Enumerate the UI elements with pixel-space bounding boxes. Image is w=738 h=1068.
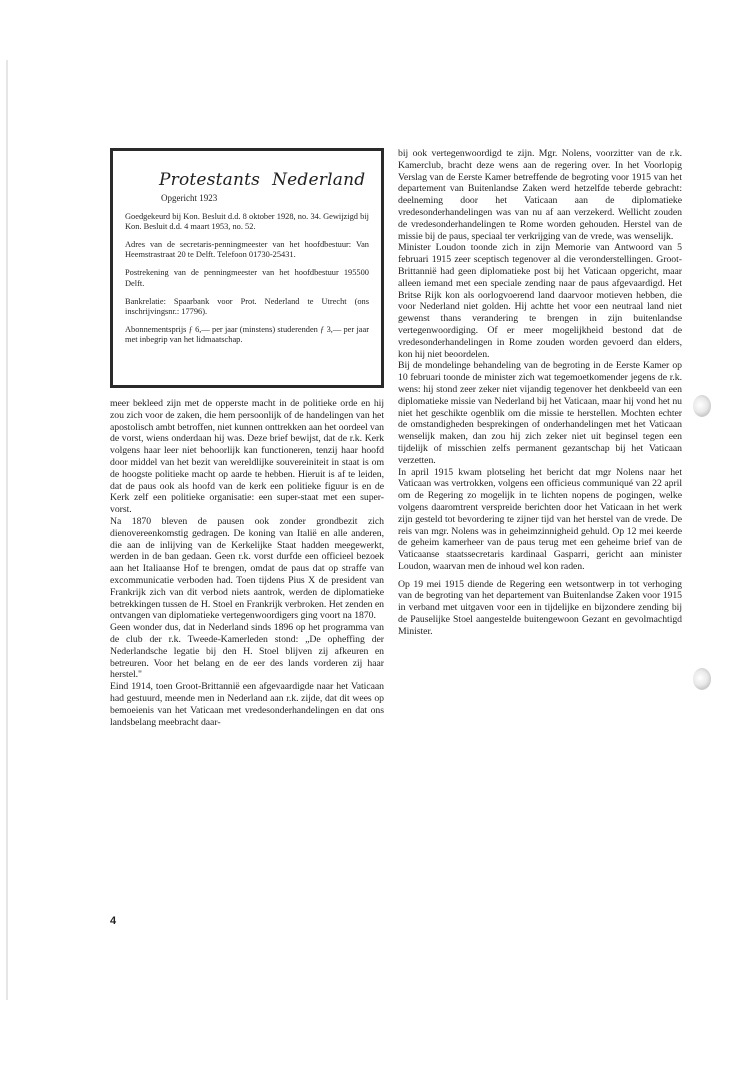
masthead-logo (159, 169, 369, 191)
right-column (398, 148, 682, 638)
giro-text: Postrekening van de penningmeester van het hoofdbestuur 195500 Delft. (125, 268, 369, 288)
paragraph: Geen wonder dus, dat in Nederland sinds 1896 op het programma van de club der r.k. Tweede-Kamerleden stond: „De opheffing der Nederlandsche legatie bij den H. Stoel blijven zij afkeuren en betreuren. Voor het belang en de eer des lands vorderen zij haar herstel." (110, 622, 384, 681)
paragraph: Eind 1914, toen Groot-Brittannië een afgevaardigde naar het Vaticaan had gestuurd, meende men in Nederland aan r.k. zijde, dat dit wees op bemoeienis van het Vaticaan met vredesonderhandelingen en dat ons landsbelang meebracht daar- (110, 681, 384, 728)
paragraph: Minister Loudon toonde zich in zijn Memorie van Antwoord van 5 februari 1915 zeer sceptisch tegenover al die veronderstellingen. Groot-Brittannië had geen diplomatieke post bij het Vaticaan opgericht, maar alleen iemand met een speciale zending naar de paus afgevaardigd. Het Britse Rijk kon als oorlogvoerend land daarvoor motieven hebben, die voor Nederland niet golden. Hij achtte het voor een neutraal land niet gewenst thans verandering te brengen in zijn buitenlandse vertegenwoordiging. Of er meer mogelijkheid bestond dat de vredesonderhandelingen in Rome zouden worden gevoerd dan elders, kon hij niet beoordelen. (398, 242, 682, 360)
logo-word-1: Protestants (159, 170, 261, 190)
left-column (110, 398, 384, 728)
founded-line: Opgericht 1923 (161, 193, 218, 203)
paragraph: In april 1915 kwam plotseling het bericht dat mgr Nolens naar het Vaticaan was vertrokken, volgens een officieus communiqué van 22 april om de Regering zo mogelijk in te lichten nopens de pogingen, welke volgens daaromtrent verspreide berichten door het Vaticaan in het werk zijn gesteld tot bevordering te zijner tijd van het herstel van de vrede. De reis van mgr. Nolens was in geheimzinnigheid gehuld. Op 12 mei keerde de geheim kamerheer van de paus terug met een geheime brief van de Vaticaanse staatssecretaris kardinaal Gasparri, gericht aan minister Loudon, waarvan men de inhoud wel kon raden. (398, 466, 682, 572)
page-number: 4 (110, 915, 117, 927)
punch-hole-top (693, 395, 711, 417)
approval-text: Goedgekeurd bij Kon. Besluit d.d. 8 oktober 1928, no. 34. Gewijzigd bij Kon. Besluit d.d. 4 maart 1953, no. 52. (125, 212, 369, 232)
punch-hole-bottom (693, 668, 711, 690)
paragraph: Bij de mondelinge behandeling van de begroting in de Eerste Kamer op 10 februari toonde de minister zich wat tegemoetkomender jegens de r.k. wens: hij stond zeer zeker niet vijandig tegenover het denkbeeld van een diplomatieke missie van Nederland bij het Vaticaan, maar hij vond het nu niet het geschikte ogenblik om die missie te herstellen. Mochten echter de omstandigheden besprekingen of onderhandelingen met het Vaticaan wenselijk maken, dan zou hij zich zeker niet uit beginsel tegen een tijdelijk of misschien zelfs permanent gezantschap bij het Vaticaan verzetten. (398, 360, 682, 466)
paragraph: meer bekleed zijn met de opperste macht in de politieke orde en hij zou zich voor de zaken, die hem persoonlijk of de handelingen van het apostolisch ambt betroffen, niet kunnen onttrekken aan het oordeel van de vorst, wiens onderdaan hij was. Deze brief bewijst, dat de r.k. Kerk volgens haar leer niet behoorlijk kan functioneren, tenzij haar hoofd door middel van het bezit van wereldlijke souvereiniteit in staat is om de hoogste politieke macht op aarde te hebben. Hieruit is af te leiden, dat de paus ook als hoofd van de kerk een politieke figuur is en de Kerk zelf een politieke organisatie: een super-staat met een super-vorst. (110, 398, 384, 516)
subscription-text: Abonnementsprijs ƒ 6,— per jaar (minstens) studerenden ƒ 3,— per jaar met inbegrip van het lidmaatschap. (125, 324, 369, 344)
paragraph: Op 19 mei 1915 diende de Regering een wetsontwerp in tot verhoging van de begroting van het departement van Buitenlandse Zaken voor 1915 in verband met uitgaven voor een in tijdelijke en bijzondere zending bij de Pauselijke Stoel aangestelde buitengewoon Gezant en gevolmachtigd Minister. (398, 578, 682, 637)
paragraph: bij ook vertegenwoordigd te zijn. Mgr. Nolens, voorzitter van de r.k. Kamerclub, bracht deze wens aan de regering over. In het Voorlopig Verslag van de Eerste Kamer betreffende de begroting voor 1915 van het departement van Buitenlandse Zaken werd hetzelfde teberde gebracht: deelneming door het Vaticaan aan de diplomatieke vredesonderhandelingen was van nu af aan verzekerd. Wellicht zouden de vredesonderhandelingen te Rome worden gehouden. Herstel van de missie bij de paus, speciaal ter verkrijging van de vrede, was wenselijk. (398, 148, 682, 242)
logo-word-2: Nederland (272, 170, 366, 190)
masthead-box (110, 148, 384, 388)
bank-text: Bankrelatie: Spaarbank voor Prot. Nederland te Utrecht (ons inschrijvingsnr.: 17796). (125, 296, 369, 316)
scan-edge-shadow (6, 60, 8, 1000)
address-text: Adres van de secretaris-penningmeester van het hoofdbestuur: Van Heemstrastraat 20 te Delft. Telefoon 01730-25431. (125, 240, 369, 260)
paragraph: Na 1870 bleven de pausen ook zonder grondbezit zich dienovereenkomstig gedragen. De koning van Italië en alle anderen, die aan de inlijving van de Kerkelijke Staat hadden meegewerkt, werden in de ban gedaan. Geen r.k. vorst durfde een officieel bezoek aan het Italiaanse Hof te brengen, omdat de paus dat op straffe van excommunicatie verboden had. Toen tijdens Pius X de president van Frankrijk zich van dit verbod niets aantrok, werden de diplomatieke betrekkingen tussen de H. Stoel en Frankrijk verbroken. Het zenden en ontvangen van diplomatieke vertegenwoordigers ging voort na 1870. (110, 515, 384, 622)
